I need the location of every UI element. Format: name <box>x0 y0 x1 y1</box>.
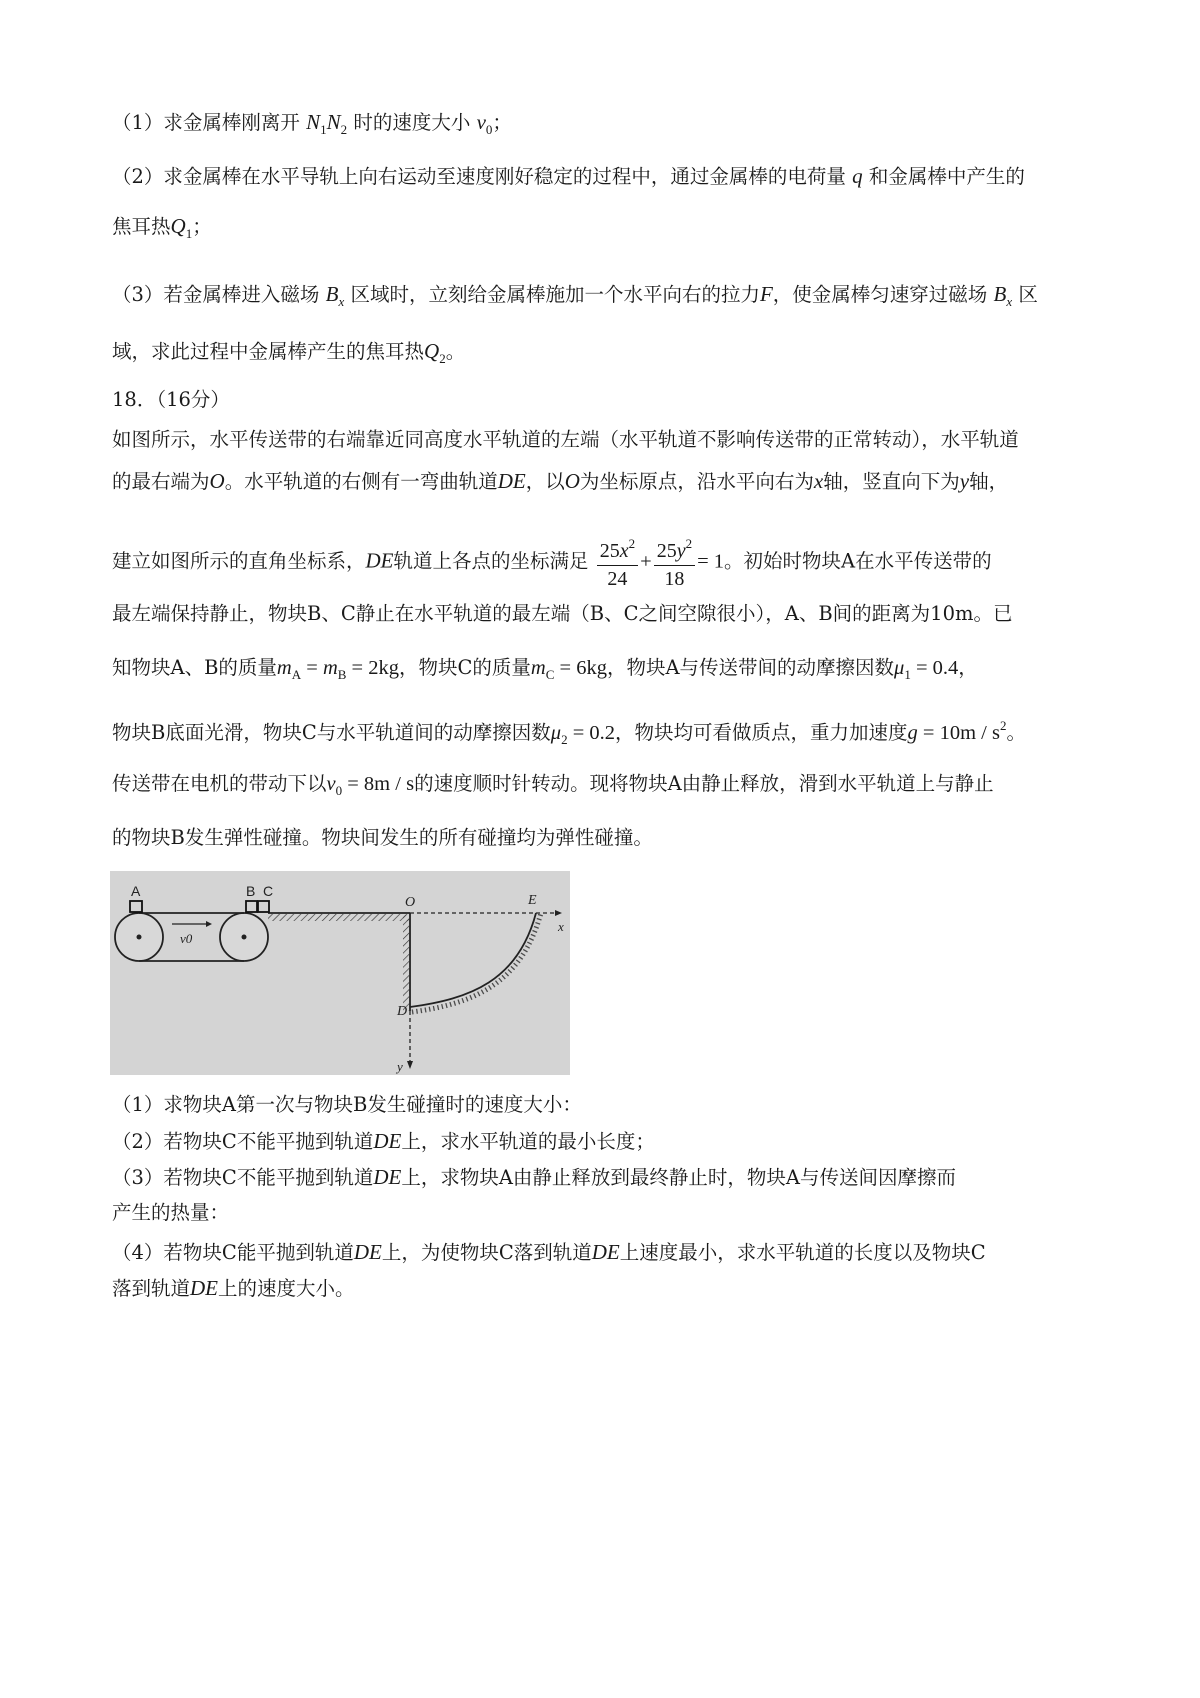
q18-sub4-line1: （4）若物块C能平抛到轨道DE上，为使物块C落到轨道DE上速度最小，求水平轨道的长度以及物块C <box>112 1240 986 1264</box>
q18-sub1: （1）求物块A第一次与物块B发生碰撞时的速度大小： <box>112 1093 582 1116</box>
q18-line1: 如图所示，水平传送带的右端靠近同高度水平轨道的左端（水平轨道不影响传送带的正常转动），水平轨道 <box>112 428 1019 451</box>
label-e: E <box>528 893 537 908</box>
label-o: O <box>405 895 416 910</box>
q18-line5: 知物块A、B的质量$m_A = m_B = 2kg$，物块C的质量$m_C = 6kg$，物块A与传送带间的动摩擦因数$\mu_1 = 0.4$， <box>112 656 978 682</box>
q17-part1: （1）求金属棒刚离开 $N_1N_2$ 时的速度大小 $v_0$； <box>112 110 512 137</box>
q18-sub4-line2: 落到轨道DE上的速度大小。 <box>112 1276 355 1300</box>
q18-header: 18．（16分） <box>112 388 230 411</box>
label-a: A <box>131 883 141 899</box>
q18-sub3-line1: （3）若物块C不能平抛到轨道DE上，求物块A由静止释放到最终静止时，物块A与传送间因摩擦而 <box>112 1165 956 1189</box>
label-b: B <box>246 883 256 899</box>
label-x: x <box>558 919 564 934</box>
label-y: y <box>397 1059 403 1074</box>
conveyor-track-figure <box>110 871 570 1075</box>
label-d: D <box>397 1004 408 1019</box>
q18-line6: 物块B底面光滑，物块C与水平轨道间的动摩擦因数$\mu_2 = 0.2$，物块均可看做质点，重力加速度$g = 10m / s^2$。 <box>112 718 1026 747</box>
q18-sub3-line2: 产生的热量： <box>112 1201 230 1224</box>
fraction-x: $\frac{25x^2}{24}$ <box>597 532 638 592</box>
q18-line8: 的物块B发生弹性碰撞。物块间发生的所有碰撞均为弹性碰撞。 <box>112 826 653 849</box>
q17-part3-line1: （3）若金属棒进入磁场 $B_x$ 区域时，立刻给金属棒施加一个水平向右的拉力F，使金属棒匀速穿过磁场 $B_x$ 区 <box>112 282 1038 309</box>
q18-sub2: （2）若物块C不能平抛到轨道DE上，求水平轨道的最小长度； <box>112 1129 655 1153</box>
fraction-y: $\frac{25y^2}{18}$ <box>654 532 695 592</box>
q18-line7: 传送带在电机的带动下以$v_0 = 8m / s$的速度顺时针转动。现将物块A由静止释放，滑到水平轨道上与静止 <box>112 772 994 798</box>
q17-part2-line1: （2）求金属棒在水平导轨上向右运动至速度刚好稳定的过程中，通过金属棒的电荷量 q 和金属棒中产生的 <box>112 164 1025 188</box>
q17-part3-line2: 域，求此过程中金属棒产生的焦耳热$Q_2$。 <box>112 339 466 366</box>
label-v0: v0 <box>180 931 193 946</box>
q18-line2: 的最右端为O。水平轨道的右侧有一弯曲轨道DE，以O为坐标原点，沿水平向右为x轴，竖直向下为y轴， <box>112 469 1009 493</box>
q18-line3: 建立如图所示的直角坐标系，DE轨道上各点的坐标满足 $\frac{25x^2}{24}$ + $\frac{25y^2}{18}$ = 1。初始时物块A在水平传送带的 <box>112 532 992 592</box>
label-c: C <box>263 883 274 899</box>
q17-part2-line2: 焦耳热$Q_1$； <box>112 214 212 241</box>
q18-line4: 最左端保持静止，物块B、C静止在水平轨道的最左端（B、C之间空隙很小），A、B间的距离为10m。已 <box>112 602 1013 625</box>
